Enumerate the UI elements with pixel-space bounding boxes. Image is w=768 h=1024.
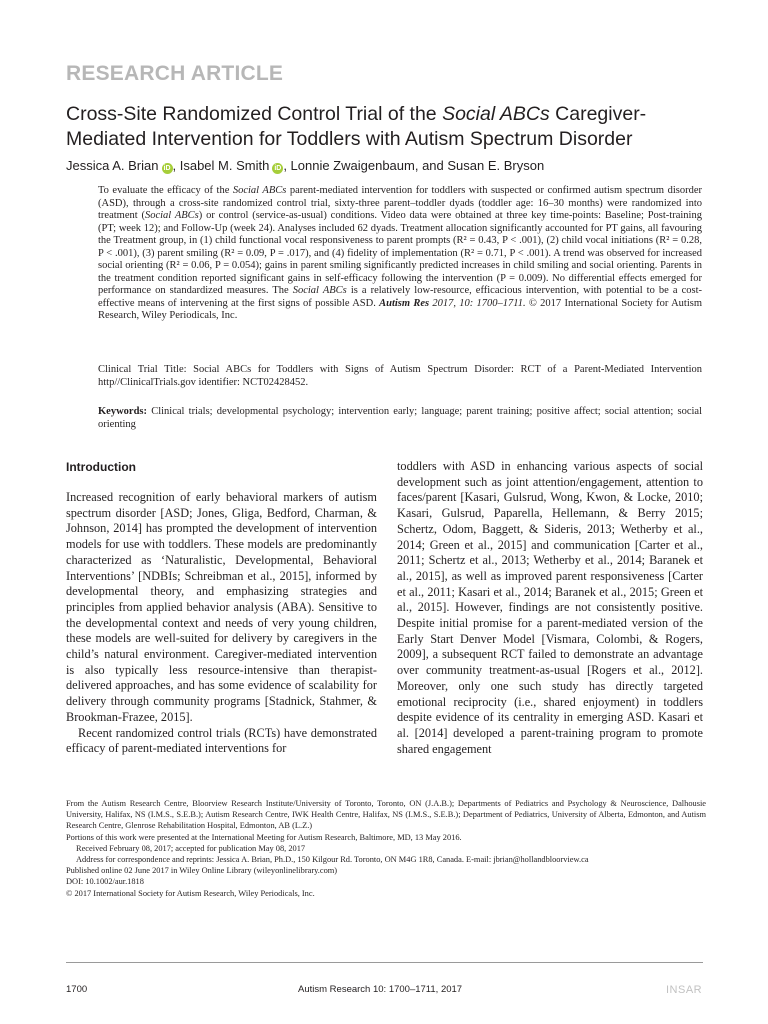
page-number: 1700 [66,984,88,995]
footnote-copyright: © 2017 International Society for Autism Research, Wiley Periodicals, Inc. [66,888,315,898]
journal-citation: Autism Research 10: 1700–1711, 2017 [298,984,463,995]
abstract-text: is a relatively low-resource, efficacious intervention, with potential to be a cost-effective means of intervening at the first signs of possible ASD. [98,285,702,309]
footnote-presented: Portions of this work were presented at the International Meeting for Autism Research, Baltimore, MD, 13 May 2016. [66,832,462,842]
publisher-logo: INSAR [666,984,703,996]
body-column-right [397,459,703,757]
footer-divider [66,962,703,963]
section-label: RESEARCH ARTICLE [66,62,284,85]
abstract-text: © 2017 International Society for Autism Research, Wiley Periodicals, Inc. [98,297,703,321]
keywords [98,406,702,431]
footnotes [66,798,706,899]
footnote-affiliations: From the Autism Research Centre, Bloorview Research Institute/University of Toronto, Toronto, ON (J.A.B.); Departments of Pediatrics and Psychology & Neuroscience, Dalhousie University, Halifax, NS (I.M.S., S.E.B.); Autism Research Centre, IWK Health Centre, Halifax, NS (I.M.S., S.E.B.); Department of Pediatrics, University of Alberta, Edmonton, and Autism Research Centre, Glenrose Rehabilitation Hospital, Edmonton, AB (L.Z.) [66,799,706,831]
title-italic: Social ABCs [442,103,550,125]
paragraph: Recent randomized control trials (RCTs) have demonstrated efficacy of parent-mediated interventions for [66,725,377,756]
footnote-published: Published online 02 June 2017 in Wiley Online Library (wileyonlinelibrary.com) [66,866,338,876]
title-part1: Cross-Site Randomized Control Trial of the [66,103,443,125]
abstract [98,185,702,323]
abstract-text: ) or control (service-as-usual) conditions. Video data were obtained at three key time-points: Baseline; Post-training (PT; week 12); and Follow-Up (week 24). Analyses included 62 dyads. Treatment allocation significantly accounted for PT gains, all favouring the Treatment group, in (1) child functional vocal responsiveness to parent prompts (R² = 0.43, P < .001), (2) child vocal initiations (R² = 0.28, P < .001), (3) parent smiling (R² = 0.09, P = .017), and (4) fidelity of implementation (R² = 0.71, P < .001). A trend was observed for increased social orienting (R² = 0.06, P = 0.054); gains in parent smiling significantly predicted increases in child smiling and social orienting. Parents in the treatment condition reported significant gains in self-efficacy following the intervention (P = 0.009). No differential effects emerged for performance on standardized measures. The [98,210,702,296]
author-list [66,158,726,174]
footnote-received: Received February 08, 2017; accepted for publication May 08, 2017 [76,843,306,853]
abstract-text: To evaluate the efficacy of the [98,185,233,196]
orcid-icon[interactable]: iD [163,165,171,172]
article-title [66,102,716,152]
footnote-address: Address for correspondence and reprints: Jessica A. Brian, Ph.D., 150 Kilgour Rd. Toronto, ON M4G 1R8, Canada. E-mail: jbrian@hollandbloorview.ca [76,855,589,865]
abstract-italic: Social ABCs [292,285,347,296]
citation-rest: 2017, 10: 1700–1711. [429,297,526,309]
clinical-trial-title: Clinical Trial Title: Social ABCs for Toddlers with Signs of Autism Spectrum Disorder: RCT of a Parent-Mediated Intervention http//ClinicalTrials.gov identifier: NCT02428452. [98,364,702,388]
footnote-doi: DOI: 10.1002/aur.1818 [66,877,144,887]
author-name: , Isabel M. Smith [172,158,270,173]
orcid-icon[interactable]: iD [274,165,282,172]
title-part2: Caregiver-Mediated Intervention for Toddlers with Autism Spectrum Disorder [66,103,647,150]
abstract-italic: Social ABCs [144,210,199,221]
keywords-text: Clinical trials; developmental psychology; intervention early; language; parent training; positive affect; social attention; social orienting [98,406,702,430]
section-heading: Introduction [66,460,136,474]
author-name: , Lonnie Zwaigenbaum, and Susan E. Bryson [283,158,545,173]
keywords-label: Keywords: [98,406,147,417]
paragraph: toddlers with ASD in enhancing various aspects of social development such as joint attention/engagement, attention to faces/parent [Kasari, Gulsrud, Wong, Kwon, & Locke, 2010; Kasari, Gulsrud, Paparella, Hellemann, & Berry 2015; Schertz, Odom, Baggett, & Sideris, 2013; Wetherby et al., 2014; Green et al., 2015] and communication [Carter et al., 2011; Schertz et al., 2013; Wetherby et al., 2014; Baranek et al., 2015], as well as improved parent responsiveness [Carter et al., 2011; Kasari et al., 2014; Baranek et al., 2015; Green et al., 2015]. However, findings are not consistently positive. Despite initial promise for a parent-mediated version of the Early Start Denver Model [Vismara, Colombi, & Rogers, 2009], a subsequent RCT failed to demonstrate an advantage over community treatment-as-usual [Rogers et al., 2012]. Moreover, only one such study has directly targeted emotional reciprocity (i.e., shared enjoyment) in toddlers despite evidence of its centrality in emerging ASD. Kasari et al. [2014] developed a parent-training program to promote shared engagement [397,459,703,756]
body-column-left [66,490,377,757]
paragraph: Increased recognition of early behavioral markers of autism spectrum disorder [ASD; Jones, Gliga, Bedford, Charman, & Johnson, 2014] has prompted the development of intervention models for use with toddlers. These models are predominantly characterized as ‘Naturalistic, Developmental, Behavioral Interventions’ [NDBIs; Schreibman et al., 2015], informed by developmental theory, and emphasizing strategies and principles from applied behavior analysis (ABA). Sensitive to the developmental context and needs of very young children, these models are well-suited for delivery by caregivers in the child’s natural environment. Caregiver-mediated intervention is also typically less resource-intensive than therapist-delivered approaches, and has some evidence of scalability for delivery through community programs [Stadnick, Stahmer, & Brookman-Frazee, 2015]. [66,490,377,724]
author-name: Jessica A. Brian [66,158,159,173]
abstract-text: parent-mediated intervention for toddlers with suspected or confirmed autism spectrum disorder (ASD), through a cross-site randomized control trial, sixty-three parent–toddler dyads (toddler age: 16–30 months) were randomized into treatment ( [98,185,702,221]
citation-journal: Autism Res [379,297,430,309]
abstract-italic: Social ABCs [232,185,287,196]
